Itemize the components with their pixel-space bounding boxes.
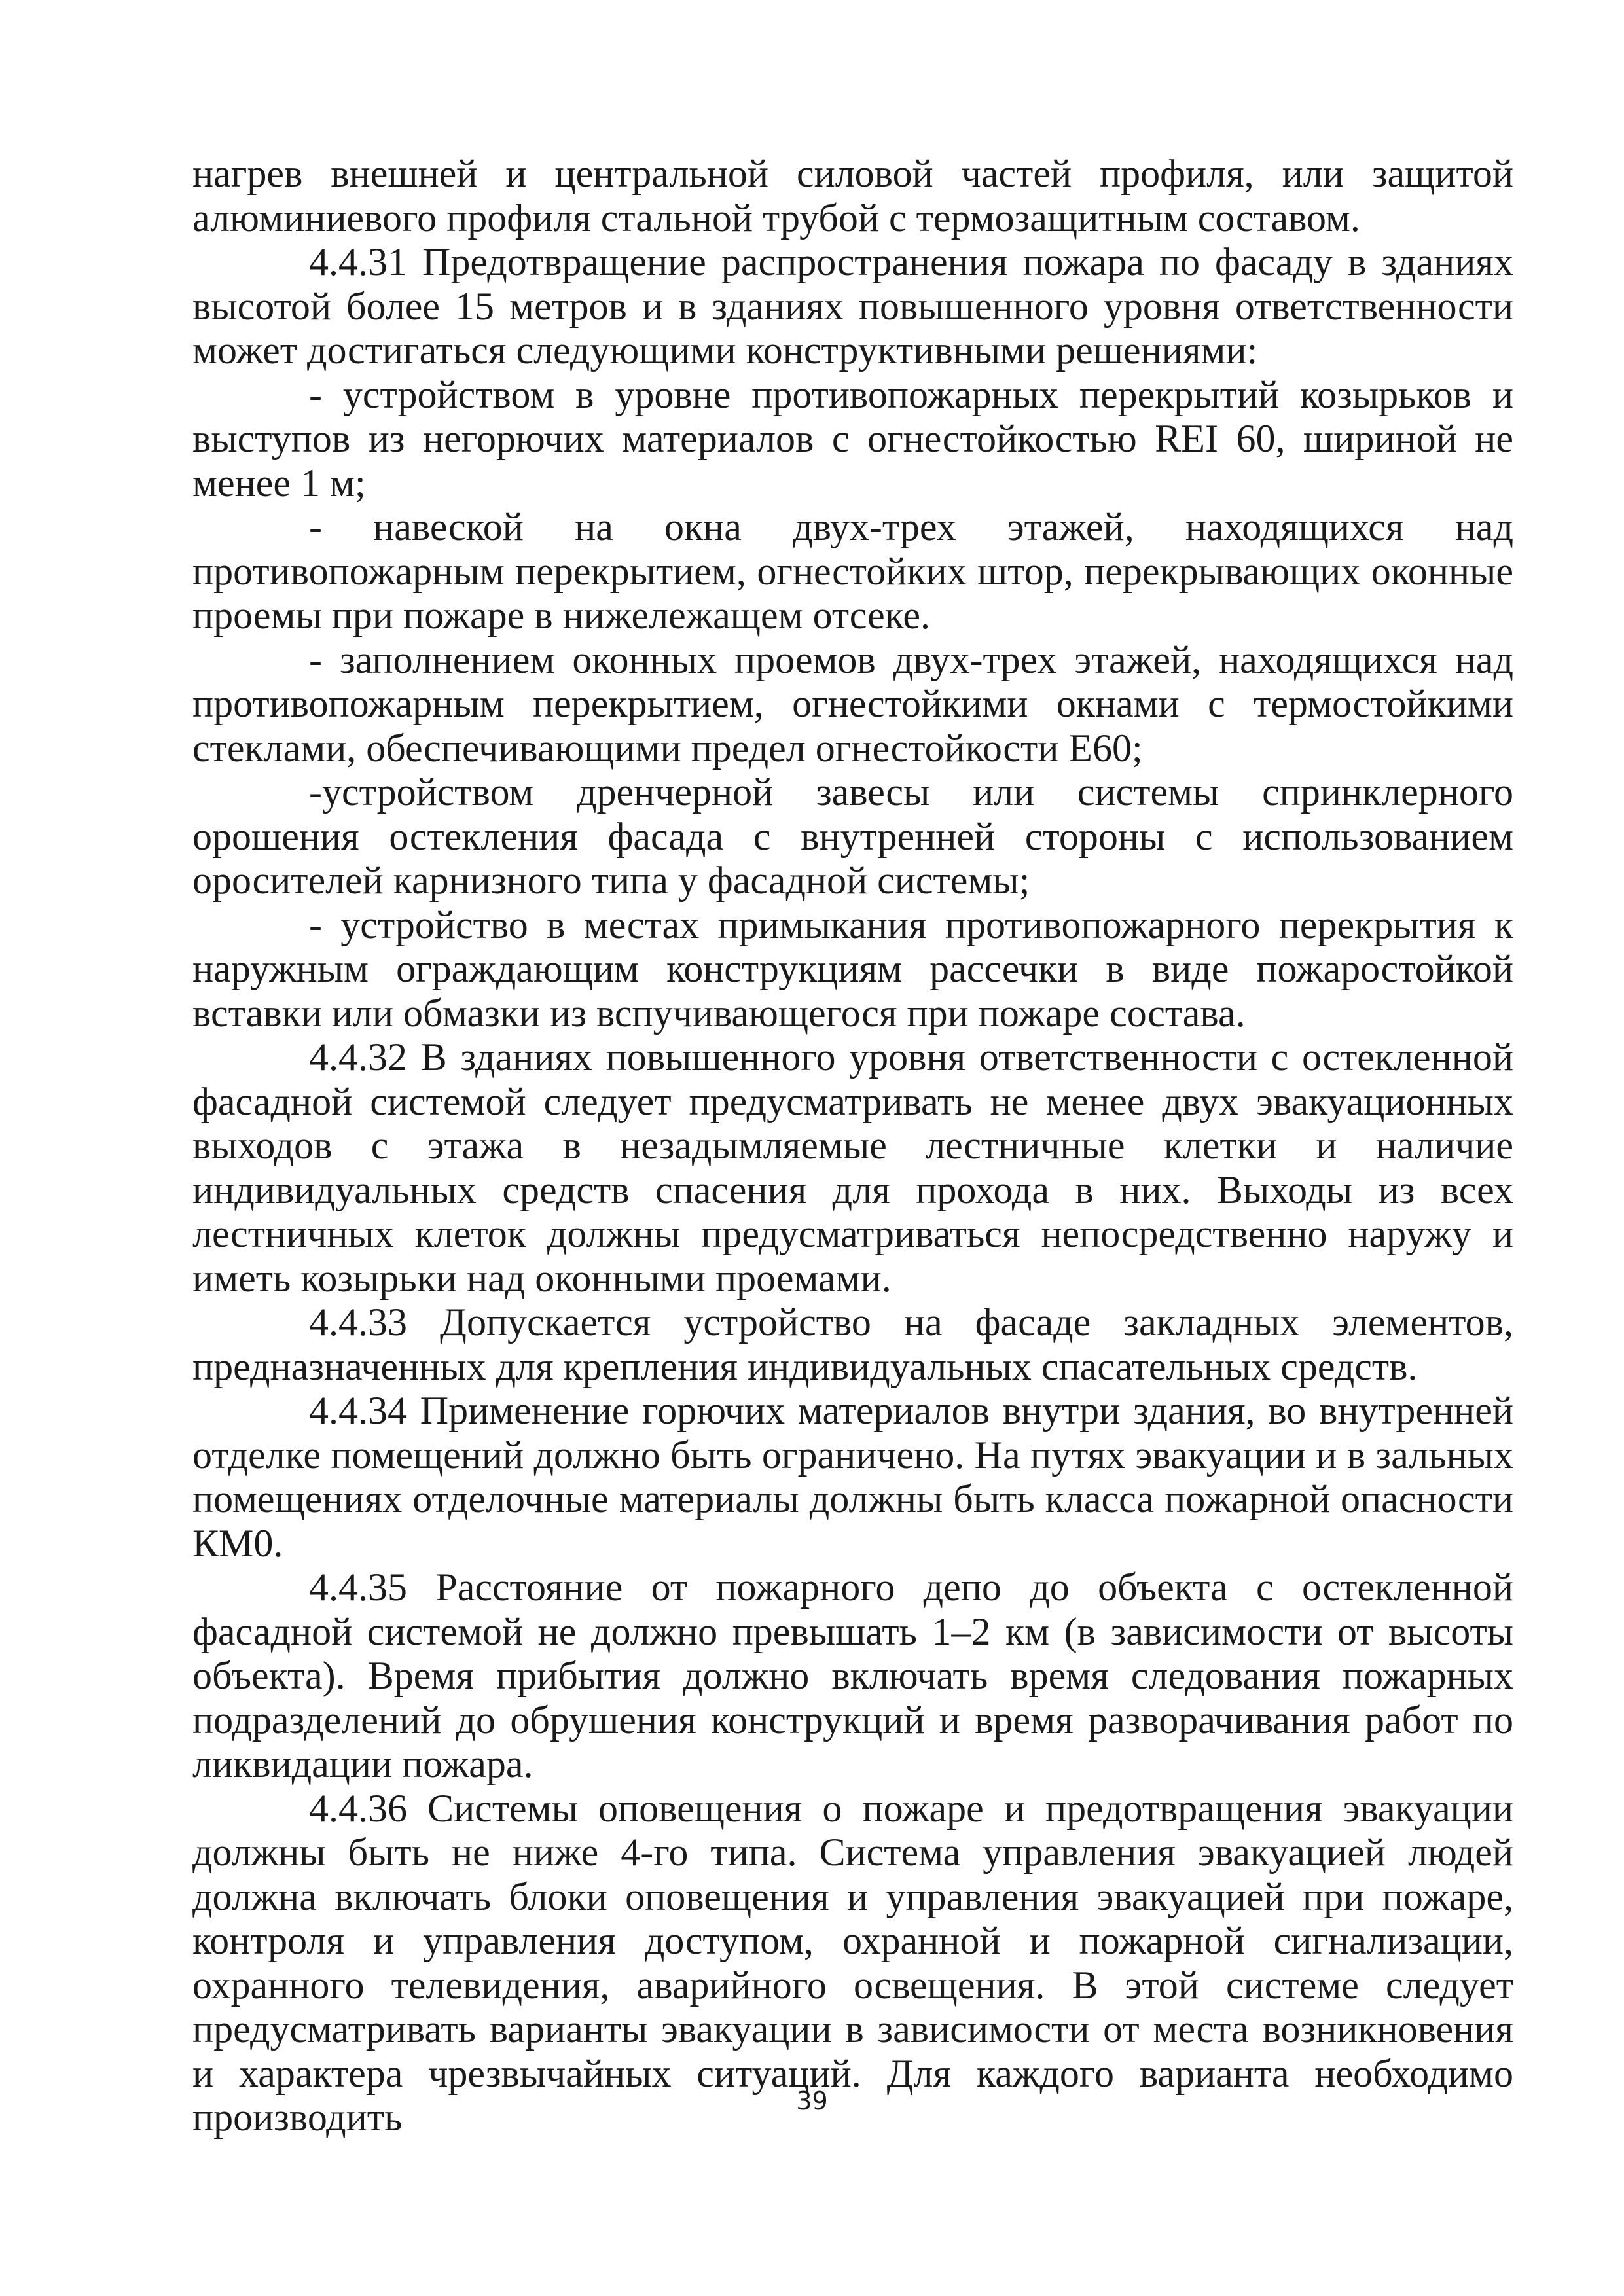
paragraph-4-4-36: 4.4.36 Системы оповещения о пожаре и предотвращения эвакуации должны быть не ниже 4-го типа. Система управления эвакуацией людей должна включать блоки оповещения и управления эвакуацией при пожаре, контроля и управления доступом, охранной и пожарной сигнализации, охранного телевидения, аварийного освещения. В этой системе следует предусматривать варианты эвакуации в зависимости от места возникновения и характера чрезвычайных ситуаций. Для каждого варианта необходимо производить xyxy=(192,1786,1513,2139)
paragraph-4-4-33: 4.4.33 Допускается устройство на фасаде закладных элементов, предназначенных для крепления индивидуальных спасательных средств. xyxy=(192,1300,1513,1388)
document-body xyxy=(192,152,1513,2140)
paragraph-continuation: нагрев внешней и центральной силовой частей профиля, или защитой алюминиевого профиля стальной трубой с термозащитным составом. xyxy=(192,152,1513,240)
paragraph-4-4-31: 4.4.31 Предотвращение распространения пожара по фасаду в зданиях высотой более 15 метров и в зданиях повышенного уровня ответственности может достигаться следующими конструктивными решениями: xyxy=(192,240,1513,372)
list-item-fire-insert: - устройство в местах примыкания противопожарного перекрытия к наружным ограждающим конструкциям рассечки в виде пожаростойкой вставки или обмазки из вспучивающегося при пожаре состава. xyxy=(192,903,1513,1035)
paragraph-4-4-34: 4.4.34 Применение горючих материалов внутри здания, во внутренней отделке помещений должно быть ограничено. На путях эвакуации и в зальных помещениях отделочные материалы должны быть класса пожарной опасности КМ0. xyxy=(192,1389,1513,1565)
paragraph-4-4-35: 4.4.35 Расстояние от пожарного депо до объекта с остекленной фасадной системой не должно превышать 1–2 км (в зависимости от высоты объекта). Время прибытия должно включать время следования пожарных подразделений до обрушения конструкций и время разворачивания работ по ликвидации пожара. xyxy=(192,1566,1513,1785)
list-item-fire-windows: - заполнением оконных проемов двух-трех этажей, находящихся над противопожарным перекрытием, огнестойкими окнами с термостойкими стеклами, обеспечивающими предел огнестойкости Е60; xyxy=(192,637,1513,770)
list-item-drencher: -устройством дренчерной завесы или системы спринклерного орошения остекления фасада с внутренней стороны с использованием оросителей карнизного типа у фасадной системы; xyxy=(192,770,1513,902)
list-item-fire-curtains: - навеской на окна двух-трех этажей, находящихся над противопожарным перекрытием, огнестойких штор, перекрывающих оконные проемы при пожаре в нижележащем отсеке. xyxy=(192,505,1513,637)
paragraph-4-4-32: 4.4.32 В зданиях повышенного уровня ответственности с остекленной фасадной системой следует предусматривать не менее двух эвакуационных выходов с этажа в незадымляемые лестничные клетки и наличие индивидуальных средств спасения для прохода в них. Выходы из всех лестничных клеток должны предусматриваться непосредственно наружу и иметь козырьки над оконными проемами. xyxy=(192,1035,1513,1300)
list-item-canopies: - устройством в уровне противопожарных перекрытий козырьков и выступов из негорючих материалов с огнестойкостью REI 60, шириной не менее 1 м; xyxy=(192,372,1513,505)
page-number: 39 xyxy=(796,2087,828,2115)
